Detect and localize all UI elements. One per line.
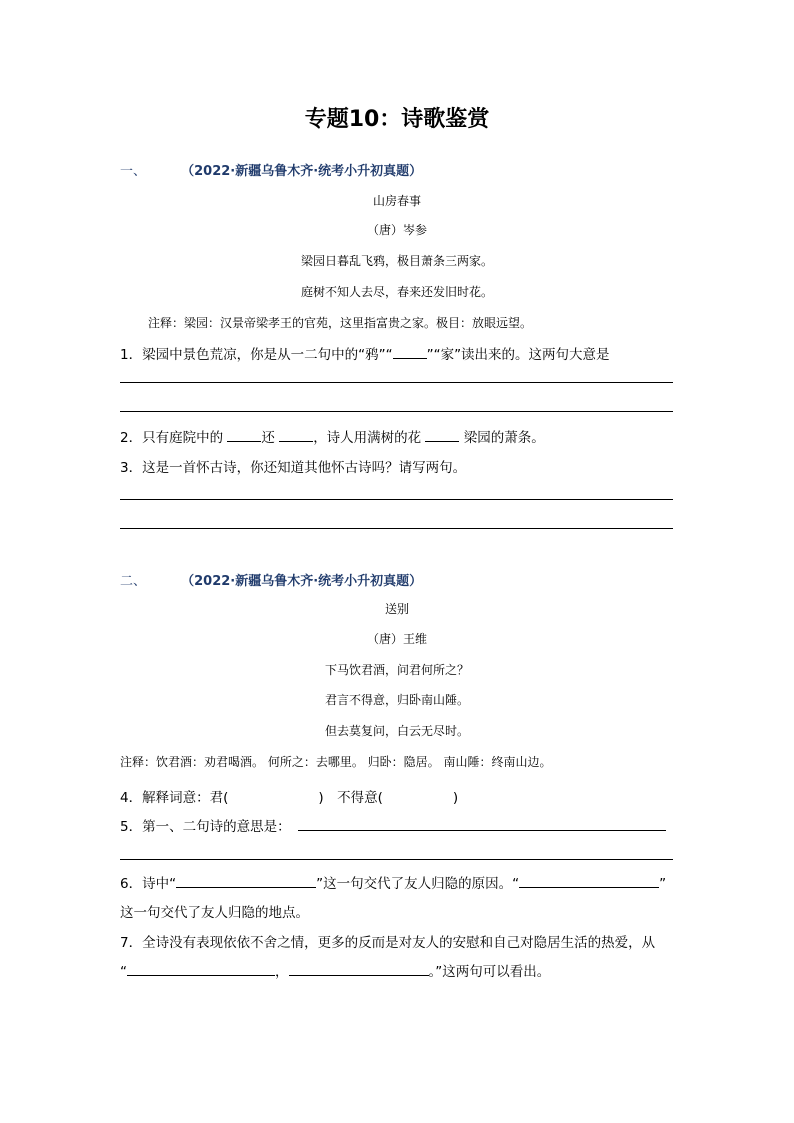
answer-blank[interactable]	[289, 961, 429, 976]
answer-blank[interactable]	[176, 873, 316, 888]
question-6-continued: 这一句交代了友人归隐的地点。	[120, 905, 309, 921]
answer-line[interactable]	[120, 499, 673, 500]
answer-line[interactable]	[120, 411, 673, 412]
section-number: 二、	[120, 574, 147, 589]
question-2: 2．只有庭院中的 还 ，诗人用满树的花 梁园的萧条。	[120, 426, 545, 446]
poem-title: 送别	[384, 602, 409, 616]
answer-blank[interactable]	[227, 427, 261, 442]
poem-note: 注释：饮君酒：劝君喝酒。 何所之：去哪里。 归卧：隐居。 南山陲：终南山边。	[120, 755, 552, 769]
poem-author: （唐）岑参	[366, 223, 427, 237]
poem-line: 庭树不知人去尽，春来还发旧时花。	[300, 285, 493, 299]
question-7: 7．全诗没有表现依依不舍之情，更多的反而是对友人的安慰和自己对隐居生活的热爱，从	[120, 935, 656, 951]
question-1: 1．梁园中景色荒凉，你是从一二句中的“鸦”“ ”“家”读出来的。这两句大意是	[120, 343, 610, 363]
poem-line: 下马饮君酒，问君何所之？	[324, 663, 469, 677]
poem-note: 注释：梁园：汉景帝梁孝王的官苑，这里指富贵之家。极目：放眼远望。	[148, 316, 533, 330]
question-3: 3．这是一首怀古诗，你还知道其他怀古诗吗？请写两句。	[120, 460, 467, 476]
answer-line[interactable]	[298, 830, 666, 831]
section-number: 一、	[120, 164, 147, 179]
poem-title: 山房春事	[372, 194, 421, 208]
poem-line: 君言不得意，归卧南山陲。	[324, 693, 469, 707]
question-6: 6．诗中“ ”这一句交代了友人归隐的原因。“ ”	[120, 872, 666, 892]
question-7-continued: “ ， 。”这两句可以看出。	[120, 960, 550, 980]
question-4: 4．解释词意：君( ) 不得意( )	[120, 790, 459, 806]
answer-line[interactable]	[120, 382, 673, 383]
poem-line: 梁园日暮乱飞鸦，极目萧条三两家。	[300, 254, 493, 268]
answer-blank[interactable]	[279, 427, 313, 442]
section-2-header	[120, 570, 422, 589]
answer-line[interactable]	[120, 528, 673, 529]
page-title: 专题10：诗歌鉴赏	[304, 107, 490, 132]
section-source: （2022·新疆乌鲁木齐·统考小升初真题）	[181, 574, 423, 589]
answer-blank[interactable]	[519, 873, 659, 888]
question-5: 5．第一、二句诗的意思是：	[120, 819, 291, 835]
poem-author: （唐）王维	[366, 632, 427, 646]
answer-blank[interactable]	[425, 427, 459, 442]
answer-line[interactable]	[120, 859, 673, 860]
answer-blank[interactable]	[127, 961, 275, 976]
section-1-header	[120, 160, 422, 179]
answer-blank[interactable]	[393, 344, 427, 359]
poem-line: 但去莫复问，白云无尽时。	[324, 724, 469, 738]
section-source: （2022·新疆乌鲁木齐·统考小升初真题）	[181, 164, 423, 179]
